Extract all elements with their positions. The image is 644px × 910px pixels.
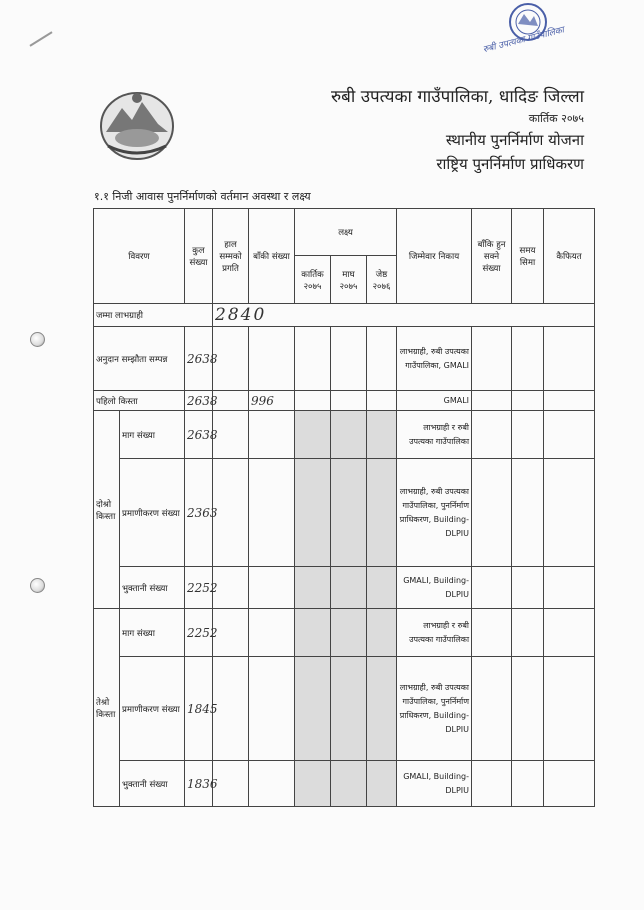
responsible-agency: लाभग्राही, रुबी उपत्यका गाउँपालिका, पुनर्निर्माण प्राधिकरण, Building-DLPIU [397,459,472,567]
group-label: तेश्रो किस्ता [94,609,120,807]
table-row [94,657,595,761]
table-row [94,411,595,459]
col-remaining: बाँकी संख्या [249,209,295,304]
punch-hole [30,332,45,347]
table-row [94,391,595,411]
table-row [94,327,595,391]
col-progress: हाल सम्मको प्रगति [213,209,249,304]
row-label: जम्मा लाभग्राही [94,304,213,327]
row-label: प्रमाणीकरण संख्या [120,657,185,761]
col-deadline: समय सिमा [512,209,544,304]
responsible-agency: लाभग्राही, रुबी उपत्यका गाउँपालिका, GMALI [397,327,472,391]
handwritten-value: 996 [249,391,295,411]
handwritten-value: 2363 [185,459,213,567]
table-row [94,304,595,327]
header-row [94,209,595,256]
handwritten-value: 2840 [215,305,267,325]
handwritten-value: 2638 [185,411,213,459]
municipality-name: रुबी उपत्यका गाउँपालिका, धादिङ जिल्ला [331,87,584,107]
punch-hole [30,578,45,593]
col-remarks: कैफियत [544,209,595,304]
handwritten-value: 1836 [185,761,213,807]
col-target: लक्ष्य [295,209,397,256]
row-label: भुक्तानी संख्या [120,567,185,609]
responsible-agency: लाभग्राही र रुबी उपत्यका गाउँपालिका [397,411,472,459]
col-total: कुल संख्या [185,209,213,304]
responsible-agency: GMALI, Building-DLPIU [397,567,472,609]
col-kartik: कार्तिक २०७५ [295,256,331,304]
handwritten-value: 2252 [185,609,213,657]
header-date: कार्तिक २०७५ [528,112,584,125]
row-label: पहिलो किस्ता [94,391,185,411]
row-label: अनुदान सम्झौता सम्पन्न [94,327,185,391]
fold-mark [29,31,52,46]
handwritten-value: 2252 [185,567,213,609]
handwritten-value: 2638 [185,327,213,391]
table-row [94,459,595,567]
responsible-agency: GMALI, Building-DLPIU [397,761,472,807]
handwritten-value: 2638 [185,391,213,411]
section-title: १.१ निजी आवास पुनर्निर्माणको वर्तमान अवस्था र लक्ष्य [94,190,311,203]
col-description: विवरण [94,209,185,304]
col-responsible: जिम्मेवार निकाय [397,209,472,304]
row-label: माग संख्या [120,411,185,459]
handwritten-value: 1845 [185,657,213,761]
reconstruction-status-table [93,208,595,807]
row-label: भुक्तानी संख्या [120,761,185,807]
plan-title: स्थानीय पुनर्निर्माण योजना [445,131,584,149]
authority-name: राष्ट्रिय पुनर्निर्माण प्राधिकरण [436,155,584,173]
row-label: माग संख्या [120,609,185,657]
responsible-agency: लाभग्राही, रुबी उपत्यका गाउँपालिका, पुनर्निर्माण प्राधिकरण, Building-DLPIU [397,657,472,761]
table-row [94,567,595,609]
table-row [94,609,595,657]
col-jestha: जेष्ठ २०७६ [367,256,397,304]
responsible-agency: लाभग्राही र रुबी उपत्यका गाउँपालिका [397,609,472,657]
nepal-emblem-icon [98,88,176,162]
table-row [94,761,595,807]
responsible-agency: GMALI [397,391,472,411]
col-possible: बाँकि हुन सक्ने संख्या [472,209,512,304]
row-label: प्रमाणीकरण संख्या [120,459,185,567]
stamp-text: रुबी उपत्यका गाउँपालिका [482,25,566,56]
col-magh: माघ २०७५ [331,256,367,304]
group-label: दोश्रो किस्ता [94,411,120,609]
